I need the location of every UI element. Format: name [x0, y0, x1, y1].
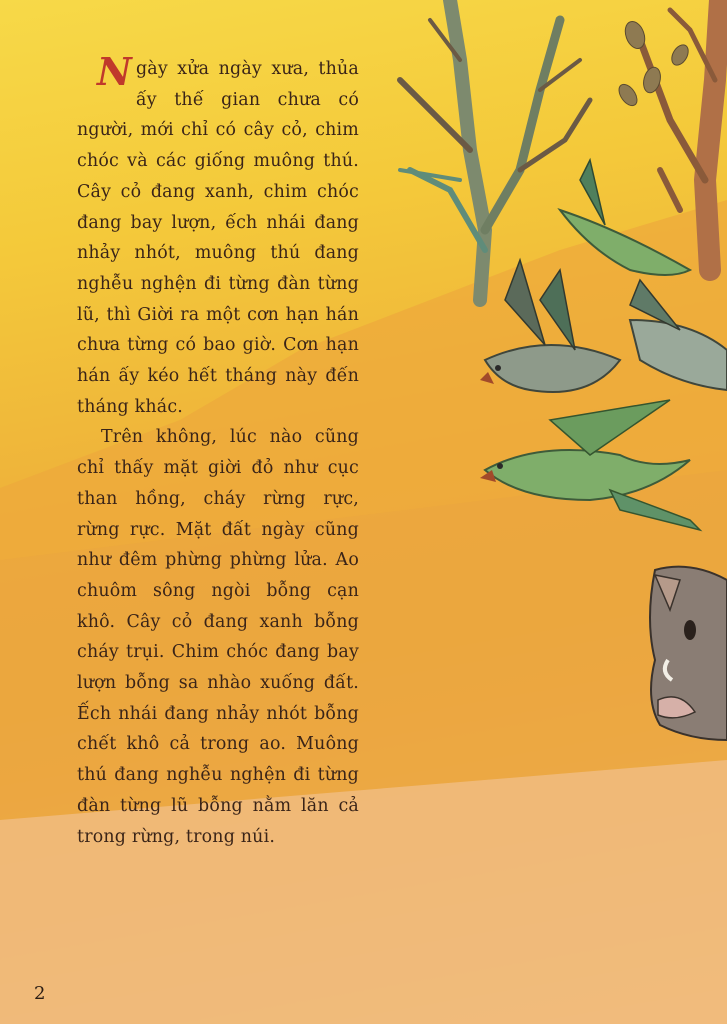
drop-cap: N — [97, 49, 132, 94]
page-number: 2 — [34, 983, 46, 1004]
story-paragraph-2: Trên không, lúc nào cũng chỉ thấy mặt giời đỏ như cục than hồng, cháy rừng rực, rừng rực. Mặt đất ngày cũng như đêm phừng phừng lửa. Ao chuôm sông ngòi bỗng cạn khô. Cây cỏ đang xanh bỗng cháy trụi. Chim chóc đang bay lượn bỗng sa nhào xuống đất. Ếch nhái đang nhảy nhót bỗng chết khô cả trong ao. Muông thú đang nghễu nghện đi từng đàn từng lũ bỗng nằm lăn cả trong rừng, trong núi. — [77, 427, 359, 847]
dead-tree-right-icon — [640, 0, 720, 270]
fallen-bird-icon — [480, 400, 700, 530]
story-text — [77, 49, 359, 852]
dry-leaves-icon — [615, 19, 691, 109]
fallen-bird-icon — [630, 280, 727, 390]
withered-tree-icon — [400, 0, 590, 300]
illustration-dead-birds-and-trees — [390, 0, 727, 760]
story-paragraph-1 — [77, 49, 359, 422]
boar-head-icon — [650, 567, 727, 740]
fallen-bird-icon — [560, 160, 690, 275]
fallen-bird-icon — [480, 260, 620, 392]
paragraph-1-text: gày xửa ngày xưa, thủa ấy thế gian chưa có người, mới chỉ có cây cỏ, chim chóc và các giống muông thú. Cây cỏ đang xanh, chim chóc đang bay lượn, ếch nhái đang nhảy nhót, muông thú đang nghễu nghện đi từng đàn từng lũ, thì Giời ra một cơn hạn hán chưa từng có bao giờ. Cơn hạn hán ấy kéo hết tháng này đến tháng khác. — [77, 59, 359, 417]
